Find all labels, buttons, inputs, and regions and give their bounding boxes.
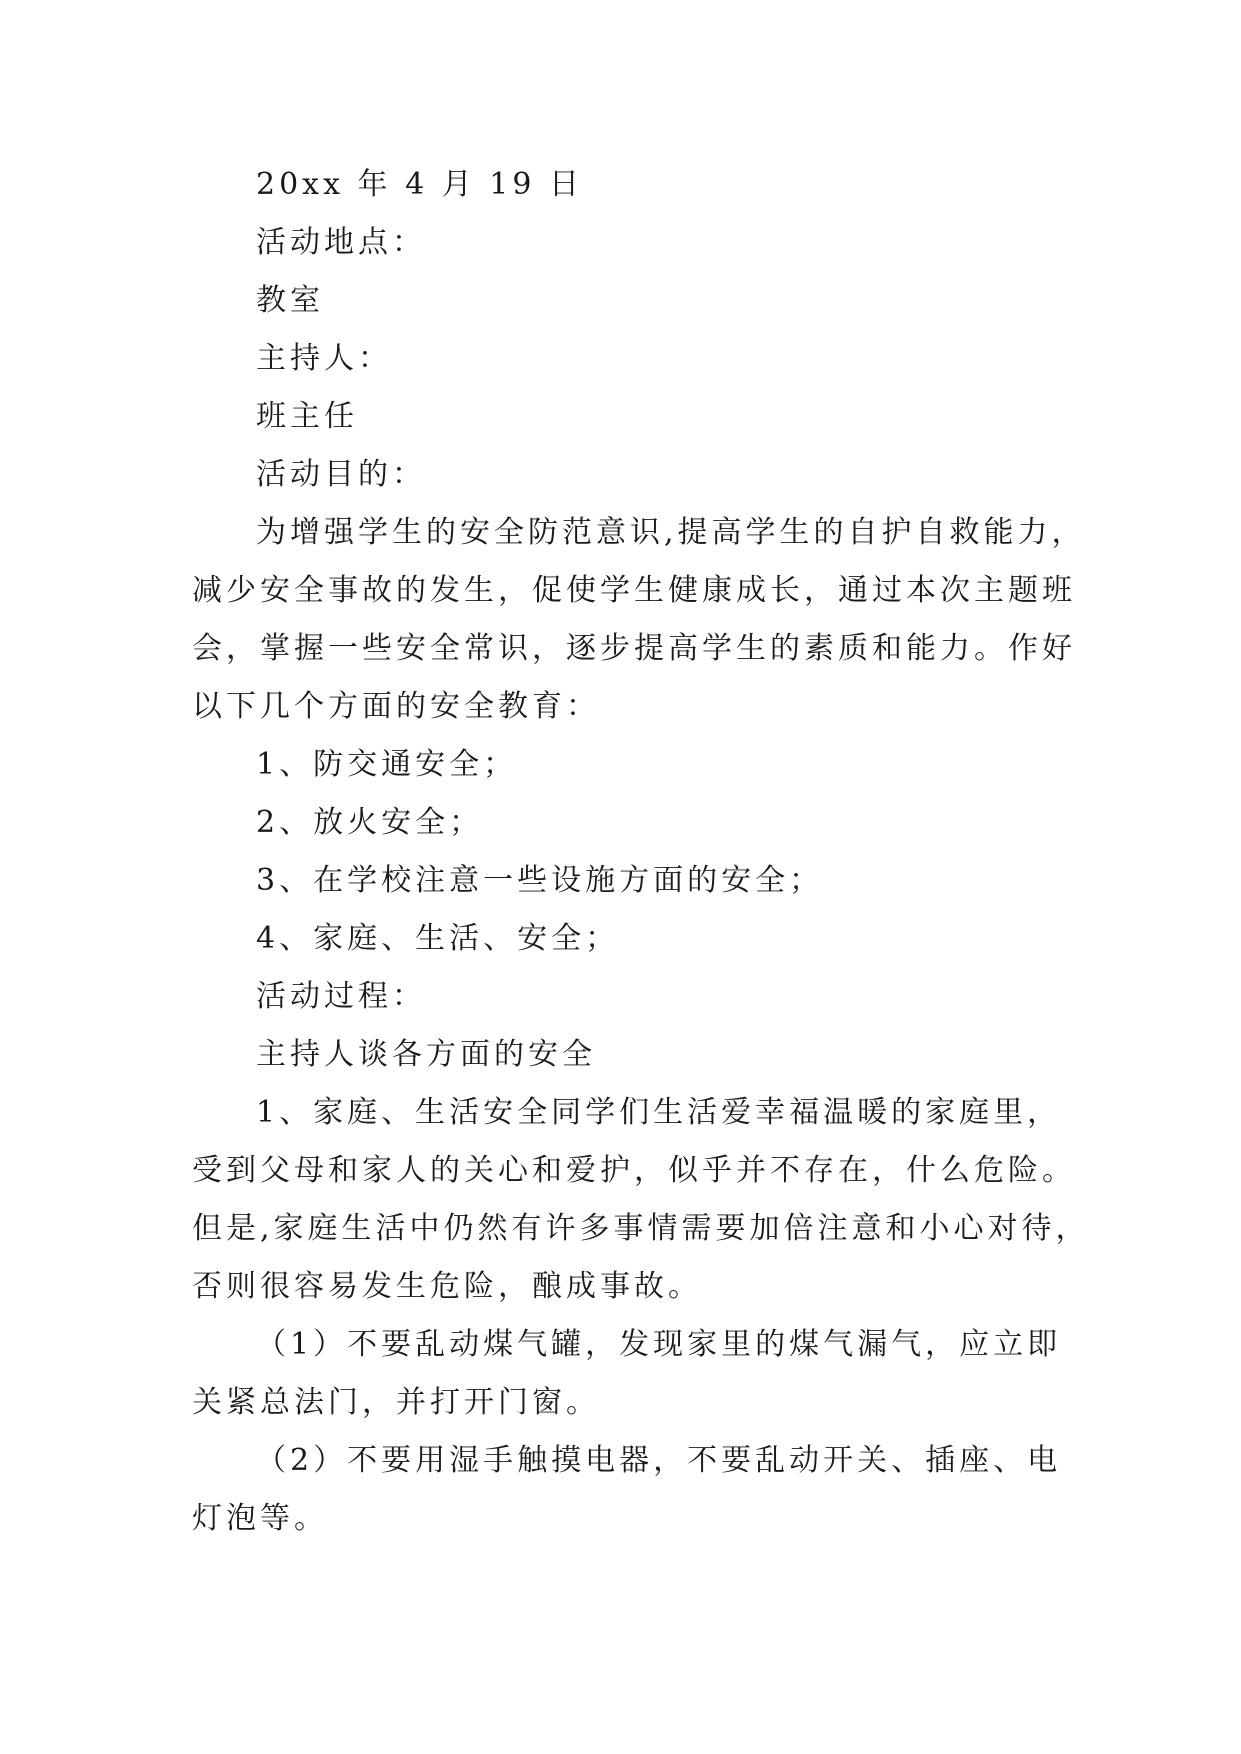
list-item: 1、防交通安全； <box>256 747 518 782</box>
document-body <box>192 156 1090 1548</box>
host-label: 主持人： <box>256 341 392 376</box>
home-safety-paragraph-line: 但是,家庭生活中仍然有许多事情需要加倍注意和小心对待， <box>192 1211 1090 1246</box>
purpose-paragraph-line: 以下几个方面的安全教育： <box>192 689 600 724</box>
rule-item-line: 灯泡等。 <box>192 1501 328 1536</box>
host-value: 班主任 <box>256 399 358 434</box>
list-item: 3、在学校注意一些设施方面的安全； <box>256 863 824 898</box>
rule-item-line: 关紧总法门，并打开门窗。 <box>192 1385 600 1420</box>
list-item: 2、放火安全； <box>256 805 484 840</box>
purpose-paragraph-line: 会，掌握一些安全常识，逐步提高学生的素质和能力。作好 <box>192 631 1076 666</box>
date-line: 20xx 年 4 月 19 日 <box>256 167 583 202</box>
process-subheading: 主持人谈各方面的安全 <box>256 1037 596 1072</box>
home-safety-paragraph-line: 否则很容易发生危险，酿成事故。 <box>192 1269 702 1304</box>
home-safety-paragraph-line: 受到父母和家人的关心和爱护，似乎并不存在，什么危险。 <box>192 1153 1076 1188</box>
purpose-paragraph-line: 为增强学生的安全防范意识,提高学生的自护自救能力， <box>256 515 1086 550</box>
rule-item-line: （1）不要乱动煤气罐，发现家里的煤气漏气，应立即 <box>256 1327 1062 1362</box>
location-value: 教室 <box>256 283 324 318</box>
purpose-label: 活动目的： <box>256 457 426 492</box>
process-label: 活动过程： <box>256 979 426 1014</box>
home-safety-paragraph-line: 1、家庭、生活安全同学们生活爱幸福温暖的家庭里， <box>256 1095 1062 1130</box>
rule-item-line: （2）不要用湿手触摸电器，不要乱动开关、插座、电 <box>256 1443 1062 1478</box>
purpose-paragraph-line: 减少安全事故的发生，促使学生健康成长，通过本次主题班 <box>192 573 1076 608</box>
list-item: 4、家庭、生活、安全； <box>256 921 620 956</box>
location-label: 活动地点： <box>256 225 426 260</box>
